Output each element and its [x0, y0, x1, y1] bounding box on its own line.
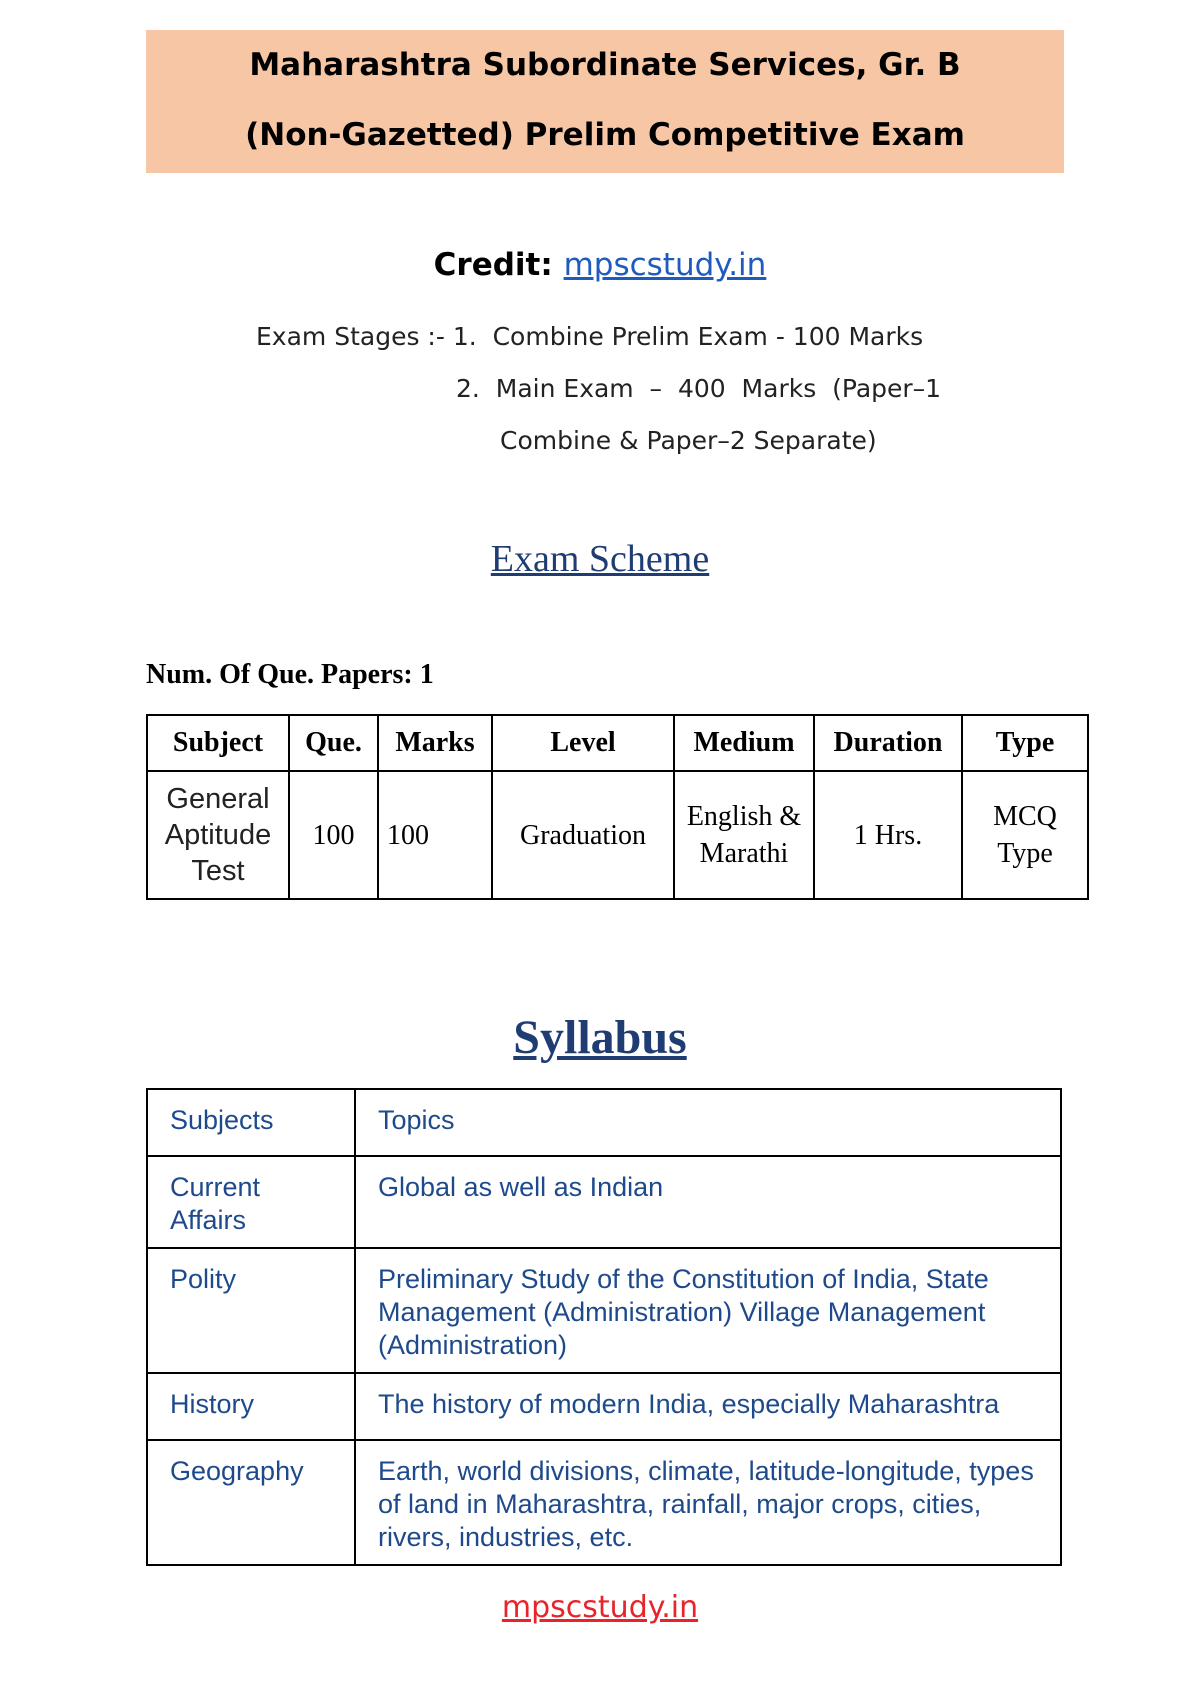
cell-marks: 100: [378, 771, 492, 899]
cell-que: 100: [289, 771, 378, 899]
table-row: [147, 1156, 1061, 1248]
col-type: Type: [962, 715, 1088, 771]
syllabus-header-row: [147, 1089, 1061, 1156]
col-marks: Marks: [378, 715, 492, 771]
cell-subject: General Aptitude Test: [147, 771, 289, 899]
stage-2-text: Main Exam – 400 Marks (Paper–1: [495, 374, 942, 403]
cell-medium: English & Marathi: [674, 771, 814, 899]
table-row: [147, 771, 1088, 899]
credit-line: [0, 247, 1200, 283]
subject-cell: History: [147, 1373, 355, 1440]
exam-scheme-title: Exam Scheme: [490, 538, 710, 580]
cell-level: Graduation: [492, 771, 674, 899]
cell-duration: 1 Hrs.: [814, 771, 962, 899]
exam-stages-label: [256, 322, 923, 351]
exam-scheme-table: [146, 714, 1089, 900]
credit-label: Credit:: [433, 247, 553, 283]
subject-cell: Polity: [147, 1248, 355, 1373]
header-subjects: Subjects: [147, 1089, 355, 1156]
stage-2-continuation: Combine & Paper–2 Separate): [500, 426, 877, 455]
scheme-header-row: [147, 715, 1088, 771]
credit-link[interactable]: mpscstudy.in: [563, 247, 767, 283]
cell-type: MCQ Type: [962, 771, 1088, 899]
topic-cell: Global as well as Indian: [355, 1156, 1061, 1248]
col-duration: Duration: [814, 715, 962, 771]
col-level: Level: [492, 715, 674, 771]
stage-2-line: [456, 374, 941, 403]
stages-label-text: Exam Stages :-: [256, 322, 445, 351]
subject-cell: Geography: [147, 1440, 355, 1565]
table-row: [147, 1373, 1061, 1440]
topic-cell: Preliminary Study of the Constitution of India, State Management (Administration) Village Management (Administration): [355, 1248, 1061, 1373]
stage-1-number: 1.: [452, 322, 477, 351]
stage-2-number: 2.: [456, 374, 480, 403]
subject-cell: Current Affairs: [147, 1156, 355, 1248]
topic-cell: The history of modern India, especially Maharashtra: [355, 1373, 1061, 1440]
header-topics: Topics: [355, 1089, 1061, 1156]
title-line-2: (Non-Gazetted) Prelim Competitive Exam: [245, 117, 965, 153]
table-row: [147, 1248, 1061, 1373]
col-que: Que.: [289, 715, 378, 771]
col-subject: Subject: [147, 715, 289, 771]
title-line-1: Maharashtra Subordinate Services, Gr. B: [249, 47, 961, 83]
syllabus-table: [146, 1088, 1062, 1566]
footer-link[interactable]: mpscstudy.in: [501, 1590, 699, 1625]
title-banner: [146, 30, 1064, 173]
stage-1-text: Combine Prelim Exam - 100 Marks: [492, 322, 924, 351]
col-medium: Medium: [674, 715, 814, 771]
syllabus-title: Syllabus: [513, 1011, 687, 1064]
table-row: [147, 1440, 1061, 1565]
topic-cell: Earth, world divisions, climate, latitude-longitude, types of land in Maharashtra, rainfall, major crops, cities, rivers, industries, etc.: [355, 1440, 1061, 1565]
num-papers: Num. Of Que. Papers: 1: [146, 659, 434, 690]
